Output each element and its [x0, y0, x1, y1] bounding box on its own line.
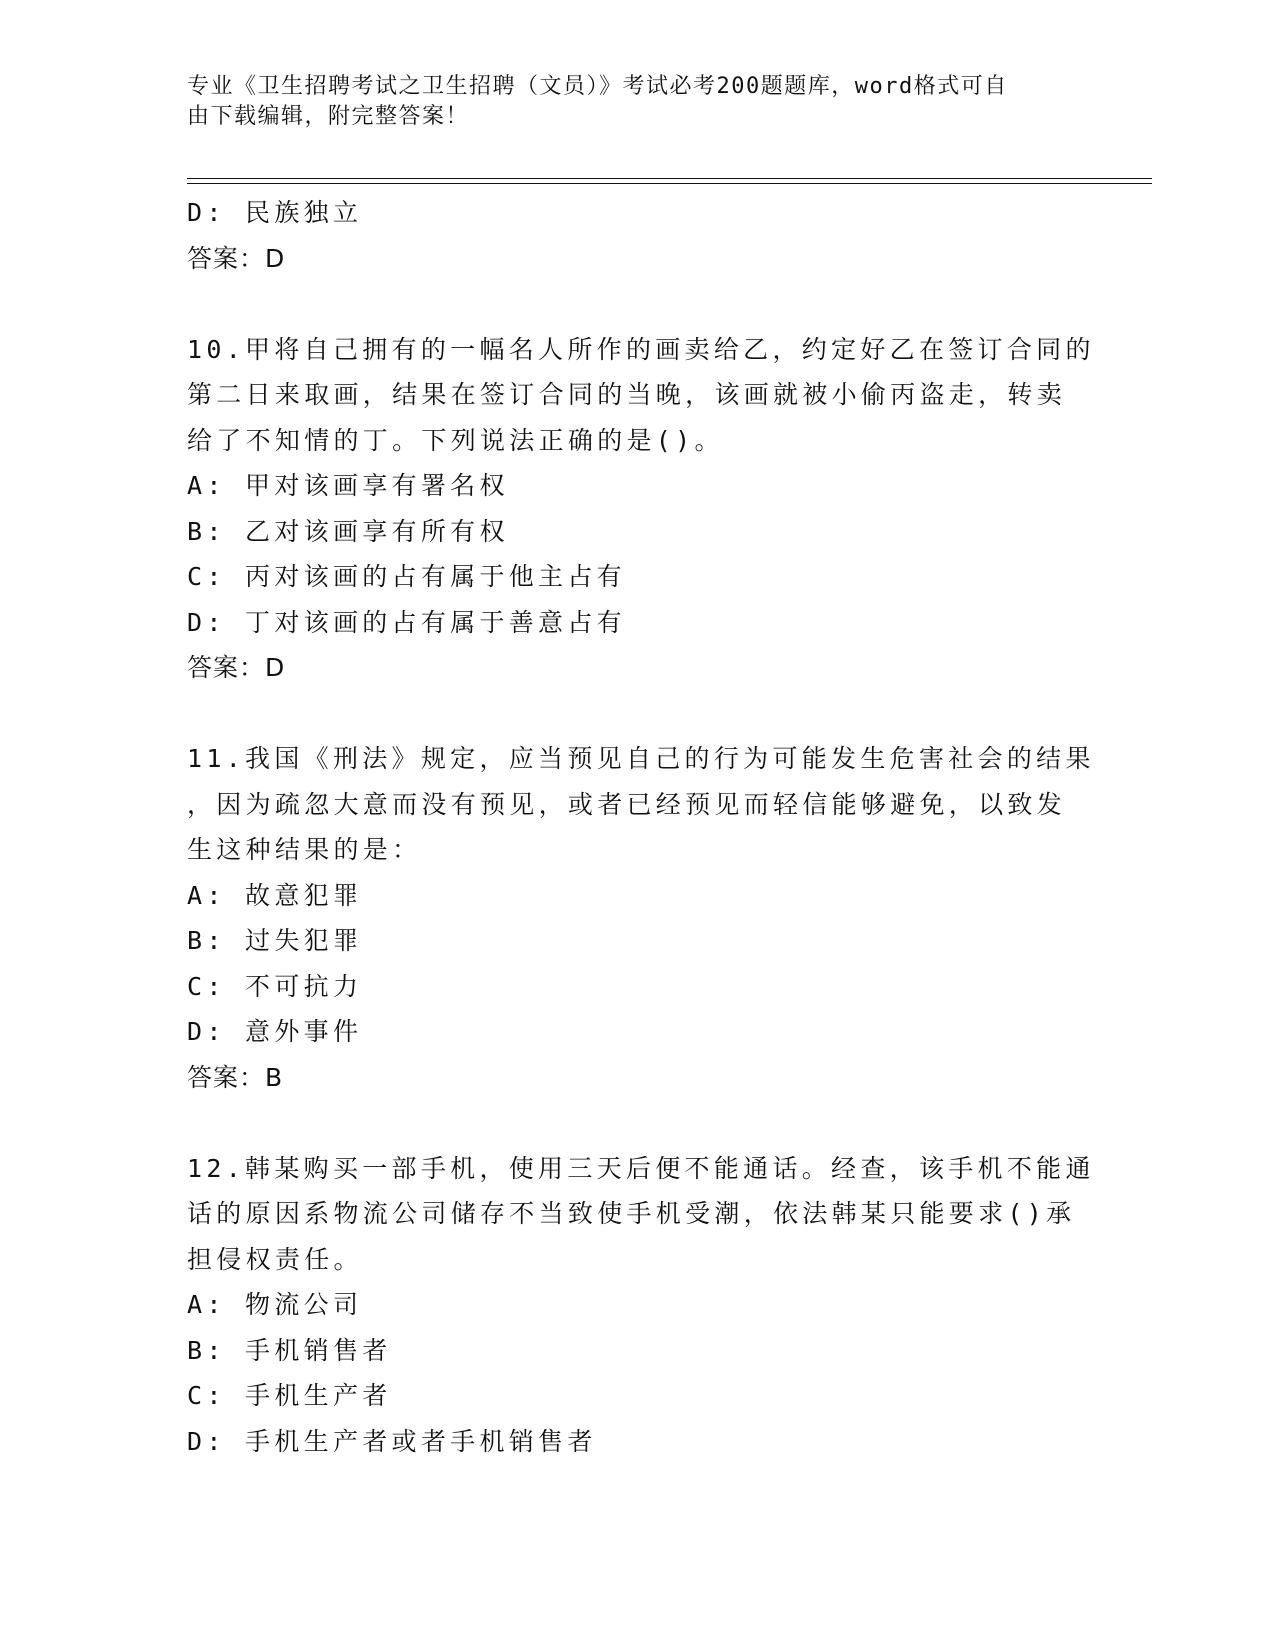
question-text-line: 生这种结果的是： [187, 835, 422, 864]
spacer [187, 691, 1077, 737]
question-11 [187, 736, 1095, 1100]
option-a: A: 故意犯罪 [187, 880, 363, 910]
option-b: B: 手机销售者 [187, 1335, 392, 1365]
answer-line: 答案：D [187, 653, 286, 682]
header-divider-top [187, 178, 1152, 179]
question-text-line: 11.我国《刑法》规定，应当预见自己的行为可能发生危害社会的结果 [187, 744, 1095, 773]
option-c: C: 丙对该画的占有属于他主占有 [187, 562, 626, 591]
spacer [187, 281, 1077, 327]
question-text-line: 10.甲将自己拥有的一幅名人所作的画卖给乙，约定好乙在签订合同的 [187, 334, 1095, 364]
header-title-line-2: 由下载编辑，附完整答案！ [187, 104, 470, 129]
question-text-line: 第二日来取画，结果在签订合同的当晚，该画就被小偷丙盗走，转卖 [187, 380, 1067, 409]
question-10 [187, 327, 1095, 691]
answer-line: 答案：B [187, 1062, 284, 1092]
option-d: D: 手机生产者或者手机销售者 [187, 1426, 597, 1456]
option-a: A: 甲对该画享有署名权 [187, 471, 509, 500]
option-c: C: 手机生产者 [187, 1381, 392, 1410]
header-title-line-1: 专业《卫生招聘考试之卫生招聘（文员）》考试必考200题题库，word格式可自 [187, 74, 1008, 99]
question-text-line: 12.韩某购买一部手机，使用三天后便不能通话。经查，该手机不能通 [187, 1153, 1095, 1183]
option-d: D: 民族独立 [187, 198, 363, 227]
question-text-line: 话的原因系物流公司储存不当致使手机受潮，依法韩某只能要求()承 [187, 1199, 1076, 1228]
header-divider-bottom [187, 183, 1152, 184]
document-header [187, 72, 1067, 132]
question-text [187, 1146, 1095, 1283]
option-b: B: 乙对该画享有所有权 [187, 516, 509, 546]
option-a: A: 物流公司 [187, 1290, 363, 1319]
option-b: B: 过失犯罪 [187, 926, 363, 955]
question-text-line: 担侵权责任。 [187, 1244, 363, 1274]
answer-line: 答案：D [187, 243, 286, 273]
question-text [187, 736, 1095, 873]
document-body [187, 190, 1095, 1464]
option-c: C: 不可抗力 [187, 971, 363, 1001]
option-d: D: 丁对该画的占有属于善意占有 [187, 607, 626, 637]
question-12 [187, 1146, 1095, 1465]
question-text [187, 327, 1095, 464]
option-d: D: 意外事件 [187, 1017, 363, 1046]
question-text-line: 给了不知情的丁。下列说法正确的是()。 [187, 425, 724, 455]
spacer [187, 1100, 1077, 1146]
question-text-line: ，因为疏忽大意而没有预见，或者已经预见而轻信能够避免，以致发 [187, 789, 1067, 819]
